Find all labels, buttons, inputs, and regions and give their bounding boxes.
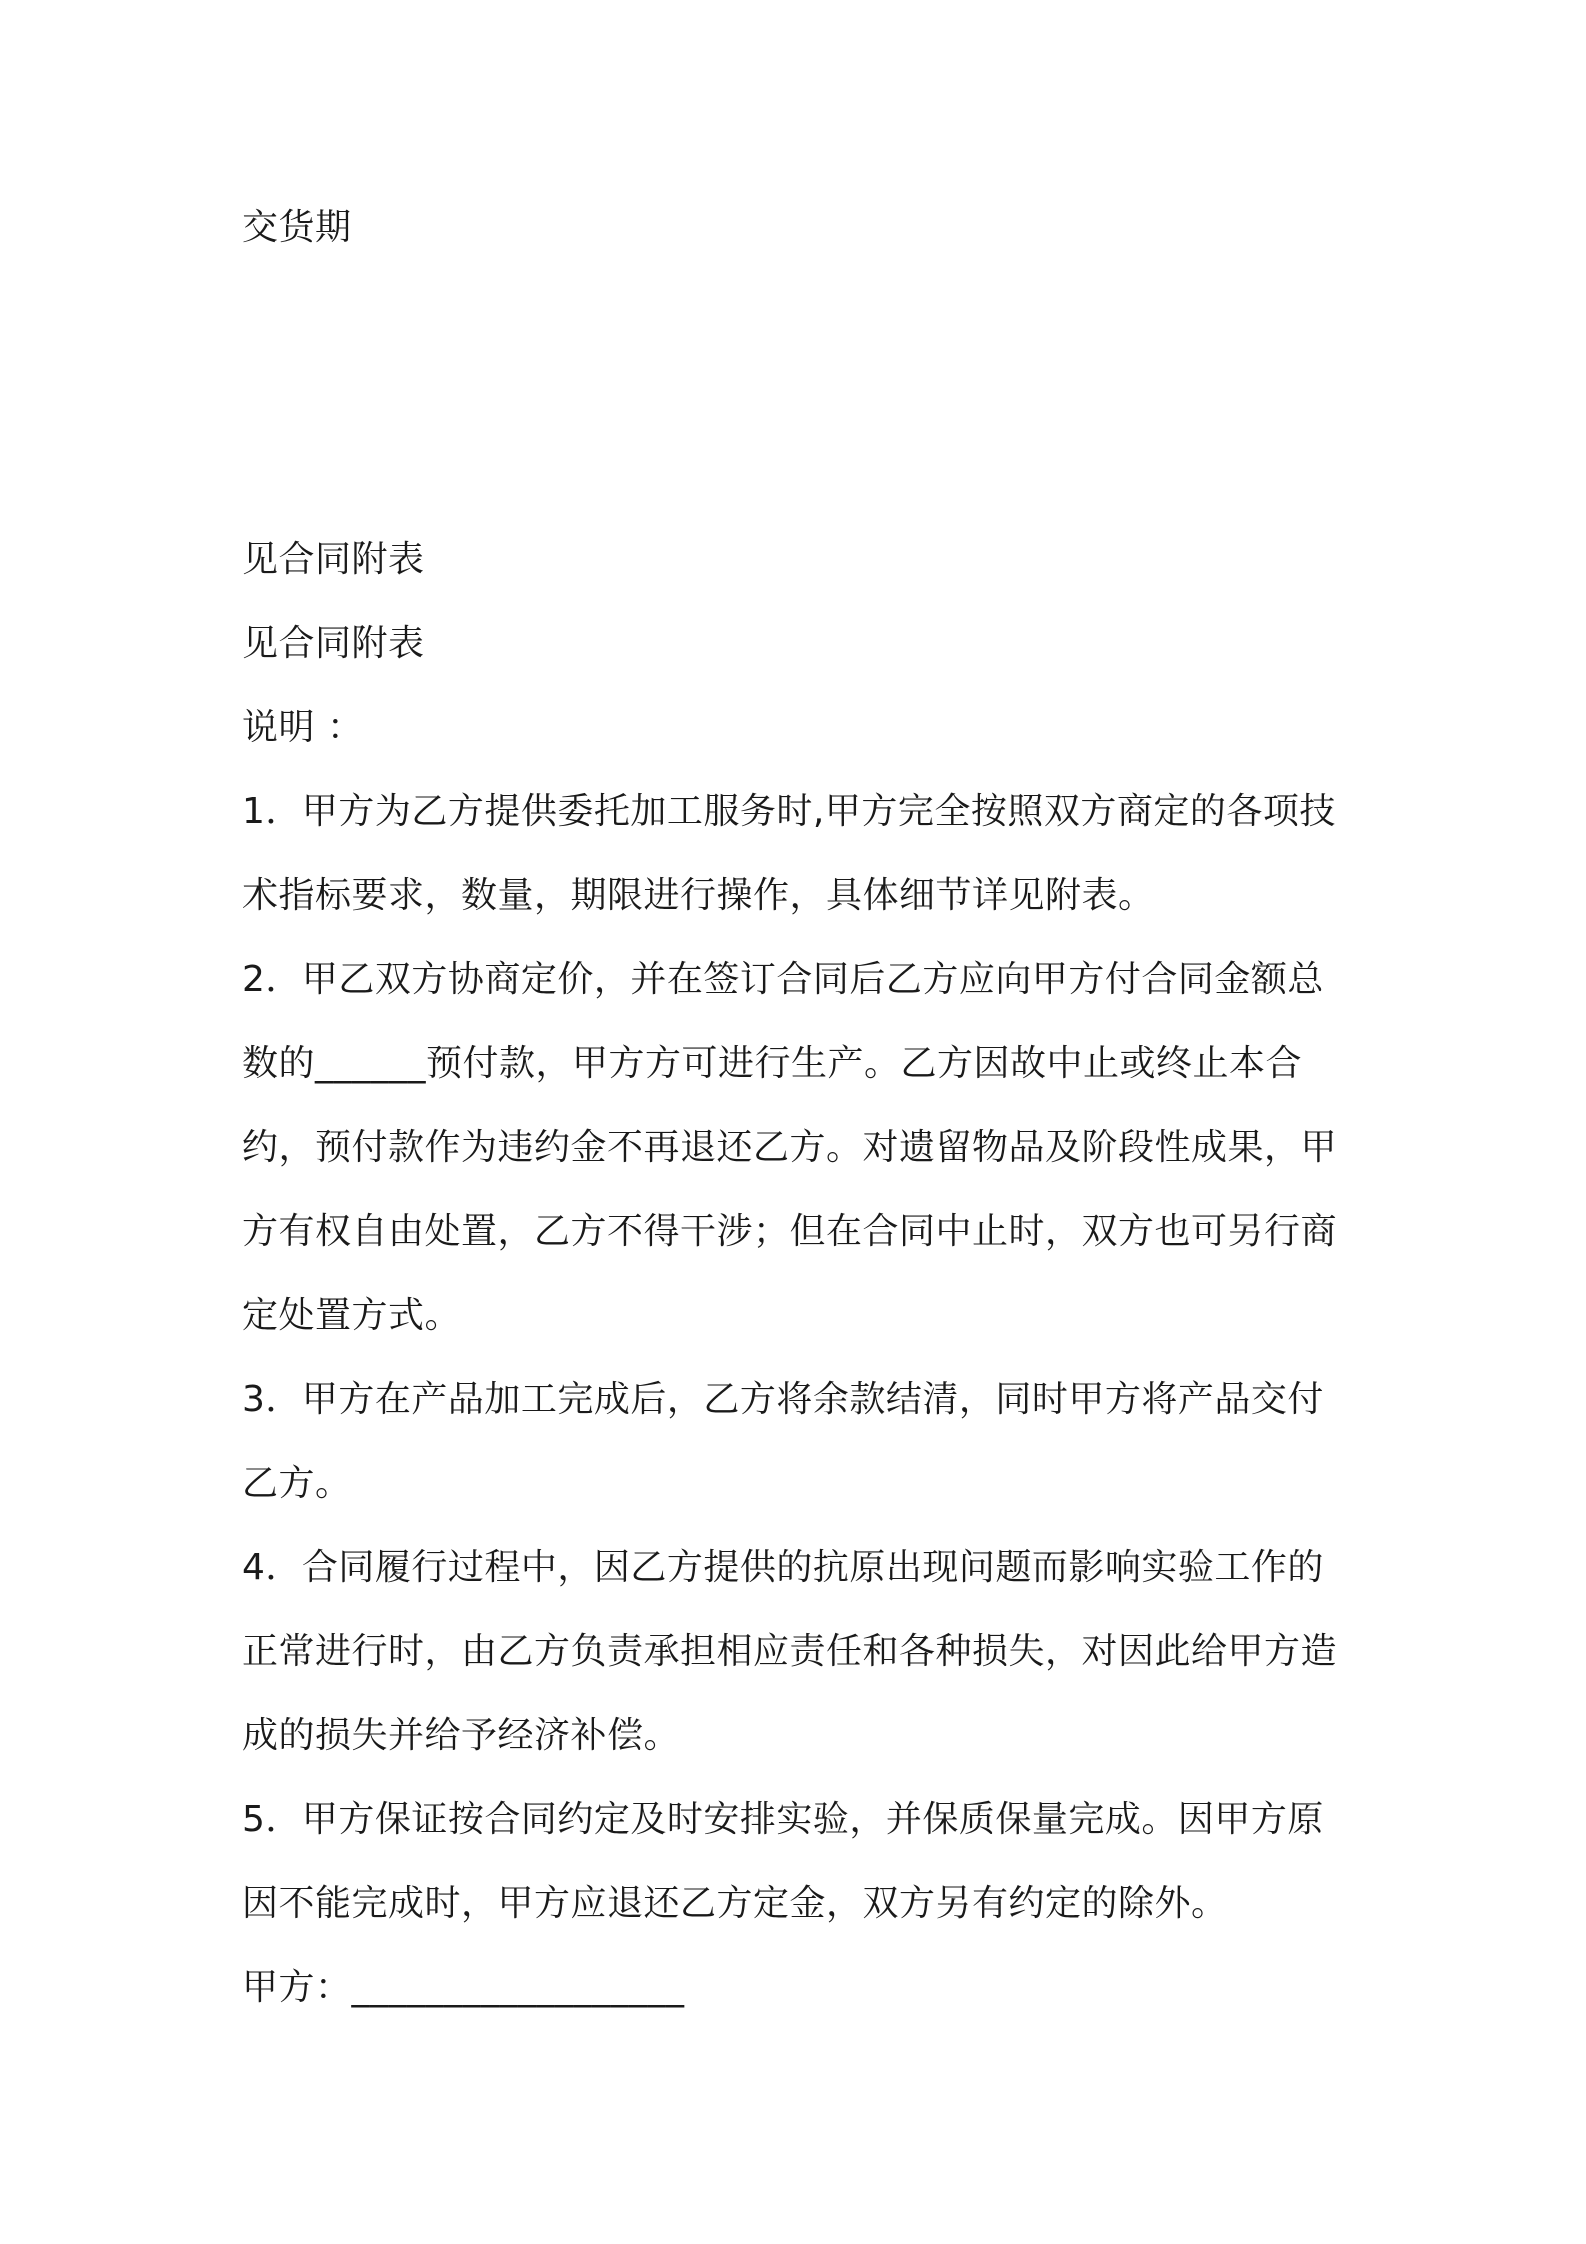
clause-2-line-2: 数的______预付款，甲方方可进行生产。乙方因故中止或终止本合 [242, 1043, 1303, 1084]
clause-3-line-1: 3．甲方在产品加工完成后，乙方将余款结清，同时甲方将产品交付 [242, 1379, 1324, 1420]
clause-4-line-3: 成的损失并给予经济补偿。 [242, 1715, 681, 1756]
party-a-signature-line: 甲方：__________________ [242, 1967, 685, 2008]
clause-5-line-2: 因不能完成时，甲方应退还乙方定金，双方另有约定的除外。 [242, 1883, 1228, 1924]
clause-2-line-3: 约，预付款作为违约金不再退还乙方。对遗留物品及阶段性成果，甲 [242, 1127, 1338, 1168]
attachment-reference-2: 见合同附表 [242, 623, 425, 664]
attachment-reference-1: 见合同附表 [242, 539, 425, 580]
clause-2-line-1: 2．甲乙双方协商定价，并在签订合同后乙方应向甲方付合同金额总 [242, 959, 1324, 1000]
clause-1-line-2: 术指标要求，数量，期限进行操作，具体细节详见附表。 [242, 875, 1155, 916]
clause-1-line-1: 1．甲方为乙方提供委托加工服务时,甲方完全按照双方商定的各项技 [242, 791, 1336, 832]
clause-4-line-1: 4．合同履行过程中，因乙方提供的抗原出现问题而影响实验工作的 [242, 1547, 1324, 1588]
clause-4-line-2: 正常进行时，由乙方负责承担相应责任和各种损失，对因此给甲方造 [242, 1631, 1338, 1672]
clause-5-line-1: 5．甲方保证按合同约定及时安排实验，并保质保量完成。因甲方原 [242, 1799, 1324, 1840]
clause-2-line-4: 方有权自由处置，乙方不得干涉；但在合同中止时，双方也可另行商 [242, 1211, 1338, 1252]
notes-label: 说明 ： [242, 707, 364, 748]
clause-3-line-2: 乙方。 [242, 1463, 352, 1504]
delivery-period-heading: 交货期 [242, 207, 352, 248]
clause-2-line-5: 定处置方式。 [242, 1295, 462, 1336]
